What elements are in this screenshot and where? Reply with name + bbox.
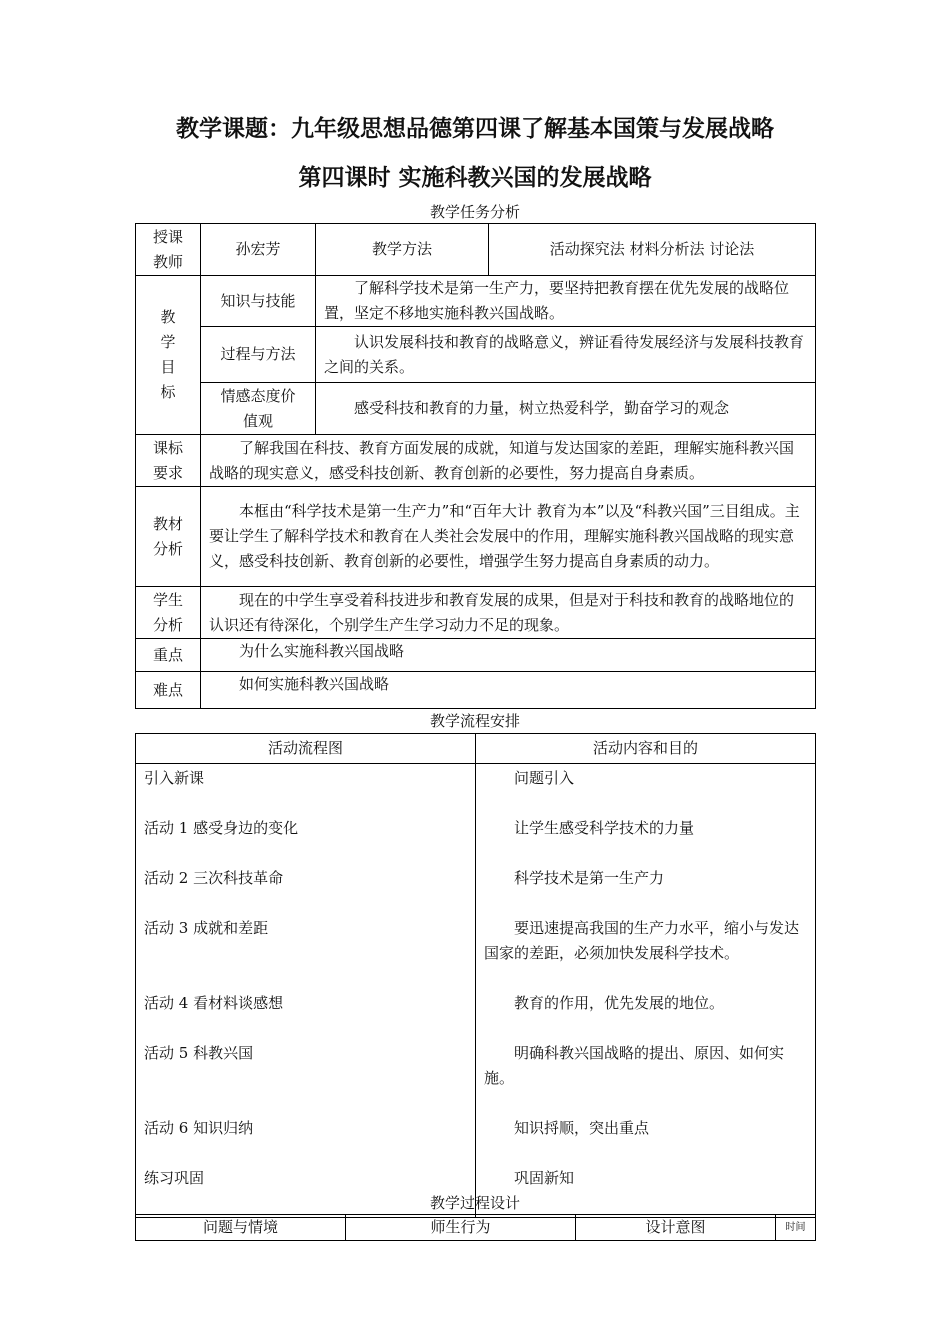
purpose-item: 科学技术是第一生产力	[514, 869, 665, 887]
difficult-point-text: 如何实施科教兴国战略	[201, 672, 816, 709]
table-row	[136, 1215, 816, 1241]
table-row	[136, 764, 816, 1218]
goal-knowledge-label: 知识与技能	[201, 276, 316, 327]
purpose-item: 让学生感受科学技术的力量	[514, 819, 695, 837]
key-point-text: 为什么实施科教兴国战略	[201, 639, 816, 672]
flow-item: 引入新课	[144, 769, 205, 787]
purpose-item: 要迅速提高我国的生产力水平，缩小与发达国家的差距，必须加快发展科学技术。	[484, 919, 800, 962]
textbook-text: 本框由“科学技术是第一生产力”和“百年大计 教育为本”以及“科教兴国”三目组成。主要让学生了解科学技术和教育在人类社会发展中的作用，理解实施科教兴国战略的现实意义，感受科技创新、教育创新的必要性，增强学生努力提高自身素质的动力。	[201, 487, 816, 587]
purpose-item: 知识捋顺，突出重点	[514, 1119, 650, 1137]
goal-knowledge-text: 了解科学技术是第一生产力，要坚持把教育摆在优先发展的战略位置，坚定不移地实施科教兴国战略。	[316, 276, 816, 327]
table-row	[136, 672, 816, 709]
document-subtitle: 第四课时 实施科教兴国的发展战略	[298, 165, 652, 191]
purpose-item: 教育的作用，优先发展的地位。	[514, 994, 725, 1012]
flow-item: 活动 2 三次科技革命	[144, 869, 284, 887]
section-caption-flow: 教学流程安排	[429, 712, 520, 730]
table-row	[136, 383, 816, 435]
difficult-point-label: 难点	[136, 672, 201, 709]
table-row	[136, 224, 816, 276]
flow-col-header-purpose: 活动内容和目的	[476, 734, 816, 764]
flow-item: 活动 4 看材料谈感想	[144, 994, 284, 1012]
task-analysis-table	[135, 223, 816, 709]
textbook-label: 教材 分析	[136, 487, 201, 587]
goal-emotion-text: 感受科技和教育的力量，树立热爱科学，勤奋学习的观念	[316, 383, 816, 435]
method-value: 活动探究法 材料分析法 讨论法	[489, 224, 816, 276]
purpose-item: 明确科教兴国战略的提出、原因、如何实施。	[484, 1044, 785, 1087]
process-col-intent: 设计意图	[576, 1215, 776, 1241]
table-row	[136, 276, 816, 327]
section-caption-task-analysis: 教学任务分析	[429, 203, 520, 221]
process-col-time: 时间	[776, 1215, 816, 1241]
goal-process-text: 认识发展科技和教育的战略意义，辨证看待发展经济与发展科技教育之间的关系。	[316, 327, 816, 383]
goal-label: 教 学 目 标	[136, 276, 201, 435]
flow-item: 练习巩固	[144, 1169, 205, 1187]
table-row	[136, 587, 816, 639]
purpose-item: 问题引入	[514, 769, 575, 787]
student-label: 学生 分析	[136, 587, 201, 639]
key-point-label: 重点	[136, 639, 201, 672]
flow-list	[136, 764, 476, 1218]
process-col-behavior: 师生行为	[346, 1215, 576, 1241]
table-row	[136, 327, 816, 383]
section-caption-process: 教学过程设计	[429, 1194, 520, 1212]
goal-process-label: 过程与方法	[201, 327, 316, 383]
process-col-situation: 问题与情境	[136, 1215, 346, 1241]
flow-col-header-chart: 活动流程图	[136, 734, 476, 764]
table-row	[136, 487, 816, 587]
flow-item: 活动 3 成就和差距	[144, 919, 269, 937]
curriculum-text: 了解我国在科技、教育方面发展的成就，知道与发达国家的差距，理解实施科教兴国战略的现实意义，感受科技创新、教育创新的必要性，努力提高自身素质。	[201, 435, 816, 487]
goal-emotion-label: 情感态度价 值观	[201, 383, 316, 435]
method-label: 教学方法	[316, 224, 489, 276]
table-row	[136, 639, 816, 672]
table-row	[136, 435, 816, 487]
document-title: 教学课题：九年级思想品德第四课了解基本国策与发展战略	[176, 116, 774, 142]
flow-item: 活动 1 感受身边的变化	[144, 819, 299, 837]
process-design-table	[135, 1214, 816, 1241]
curriculum-label: 课标 要求	[136, 435, 201, 487]
flow-item: 活动 6 知识归纳	[144, 1119, 254, 1137]
table-row	[136, 734, 816, 764]
flow-item: 活动 5 科教兴国	[144, 1044, 254, 1062]
student-text: 现在的中学生享受着科技进步和教育发展的成果，但是对于科技和教育的战略地位的认识还有待深化，个别学生产生学习动力不足的现象。	[201, 587, 816, 639]
purpose-item: 巩固新知	[514, 1169, 575, 1187]
teacher-name: 孙宏芳	[201, 224, 316, 276]
teacher-label: 授课 教师	[136, 224, 201, 276]
purpose-list	[476, 764, 816, 1218]
teaching-flow-table	[135, 733, 816, 1218]
